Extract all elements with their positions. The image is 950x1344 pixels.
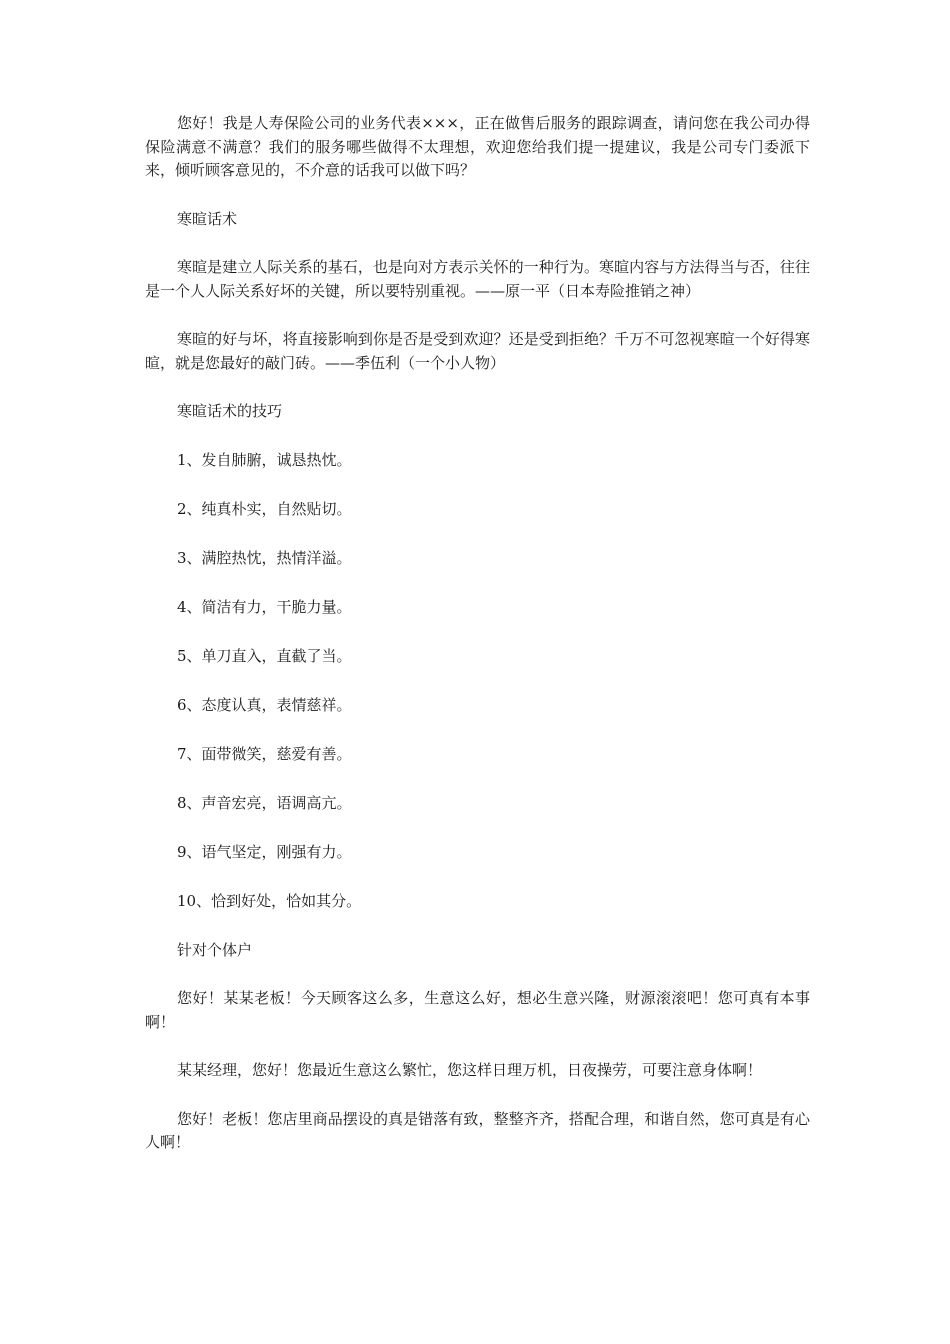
tip-item: 7、面带微笑，慈爱有善。 <box>177 744 352 763</box>
greeting-definition-paragraph: 寒暄是建立人际关系的基石，也是向对方表示关怀的一种行为。寒暄内容与方法得当与否，往往是一个人人际关系好坏的关键，所以要特别重视。——原一平（日本寿险推销之神） <box>145 258 810 300</box>
greeting-script-heading: 寒暄话术 <box>177 209 238 228</box>
tip-item: 3、满腔热忱，热情洋溢。 <box>177 548 352 567</box>
tip-item: 10、恰到好处，恰如其分。 <box>177 891 362 910</box>
tip-item: 1、发自肺腑，诚恳热忱。 <box>177 450 352 469</box>
individual-greeting-paragraph-1: 您好！某某老板！今天顾客这么多，生意这么好，想必生意兴隆，财源滚滚吧！您可真有本事啊！ <box>145 989 810 1031</box>
intro-paragraph: 您好！我是人寿保险公司的业务代表×××，正在做售后服务的跟踪调查，请问您在我公司办得保险满意不满意？我们的服务哪些做得不太理想，欢迎您给我们提一提建议，我是公司专门委派下来，倾听顾客意见的，不介意的话我可以做下吗？ <box>145 114 810 179</box>
greeting-importance-paragraph: 寒暄的好与坏，将直接影响到你是否是受到欢迎？还是受到拒绝？千万不可忽视寒暄一个好得寒暄，就是您最好的敲门砖。——季伍利（一个小人物） <box>145 330 810 372</box>
individual-greeting-paragraph-2: 某某经理，您好！您最近生意这么繁忙，您这样日理万机，日夜操劳，可要注意身体啊！ <box>177 1061 763 1079</box>
tip-item: 2、纯真朴实，自然贴切。 <box>177 499 352 518</box>
tip-item: 6、态度认真，表情慈祥。 <box>177 695 352 714</box>
tip-item: 9、语气坚定，刚强有力。 <box>177 842 352 861</box>
document-page <box>145 112 810 1180</box>
greeting-tips-heading: 寒暄话术的技巧 <box>177 402 283 420</box>
tip-item: 5、单刀直入，直截了当。 <box>177 646 352 665</box>
tips-list <box>145 449 810 914</box>
tip-item: 4、简洁有力，干脆力量。 <box>177 597 352 616</box>
tip-item: 8、声音宏亮，语调高亢。 <box>177 793 352 812</box>
individual-business-heading: 针对个体户 <box>177 940 253 959</box>
individual-greeting-paragraph-3: 您好！老板！您店里商品摆设的真是错落有致，整整齐齐，搭配合理，和谐自然，您可真是有心人啊！ <box>145 1109 810 1151</box>
